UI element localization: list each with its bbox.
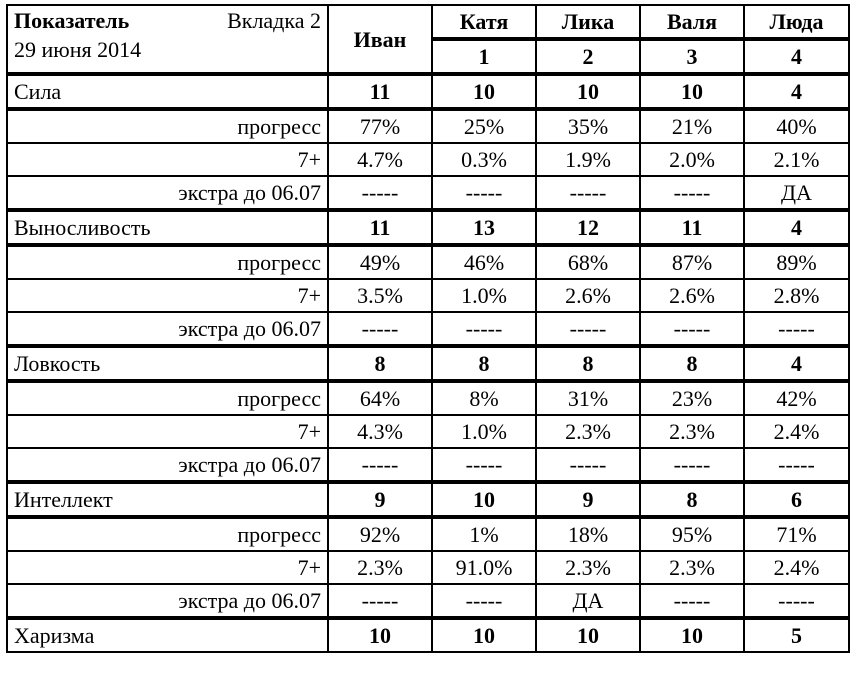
section-row — [7, 74, 849, 109]
section-row — [7, 210, 849, 245]
seven-plus-value: 1.0% — [432, 279, 536, 312]
section-value: 8 — [640, 346, 744, 381]
seven-plus-value: 1.0% — [432, 415, 536, 448]
column-number-katya: 1 — [432, 39, 536, 74]
seven-plus-value: 2.3% — [536, 415, 640, 448]
extra-row — [7, 176, 849, 210]
progress-value: 46% — [432, 245, 536, 279]
seven-plus-value: 1.9% — [536, 143, 640, 176]
progress-row — [7, 381, 849, 415]
seven-plus-value: 2.0% — [640, 143, 744, 176]
section-value: 11 — [328, 210, 432, 245]
extra-value: ----- — [640, 312, 744, 346]
progress-row — [7, 245, 849, 279]
section-row — [7, 346, 849, 381]
stats-table-body — [7, 5, 849, 652]
progress-value: 49% — [328, 245, 432, 279]
extra-value: ----- — [328, 312, 432, 346]
section-value: 12 — [536, 210, 640, 245]
extra-row — [7, 312, 849, 346]
progress-row — [7, 109, 849, 143]
seven-plus-value: 2.8% — [744, 279, 849, 312]
column-header-lika: Лика — [536, 5, 640, 39]
seven-plus-row — [7, 551, 849, 584]
section-value: 10 — [640, 618, 744, 652]
seven-plus-row — [7, 279, 849, 312]
progress-value: 64% — [328, 381, 432, 415]
progress-value: 71% — [744, 517, 849, 551]
extra-value: ----- — [432, 448, 536, 482]
section-row — [7, 482, 849, 517]
header-date: 29 июня 2014 — [14, 37, 142, 62]
section-value: 5 — [744, 618, 849, 652]
section-name: Ловкость — [7, 346, 328, 381]
extra-value: ----- — [328, 584, 432, 618]
seven-plus-value: 2.4% — [744, 551, 849, 584]
progress-value: 89% — [744, 245, 849, 279]
seven-plus-value: 2.6% — [640, 279, 744, 312]
section-value: 8 — [640, 482, 744, 517]
progress-value: 68% — [536, 245, 640, 279]
extra-label: экстра до 06.07 — [7, 448, 328, 482]
section-name: Сила — [7, 74, 328, 109]
seven-plus-value: 4.3% — [328, 415, 432, 448]
extra-value: ДА — [536, 584, 640, 618]
progress-value: 92% — [328, 517, 432, 551]
seven-plus-value: 4.7% — [328, 143, 432, 176]
extra-value: ----- — [432, 312, 536, 346]
progress-label: прогресс — [7, 245, 328, 279]
extra-value: ----- — [328, 448, 432, 482]
progress-label: прогресс — [7, 109, 328, 143]
extra-value: ----- — [536, 176, 640, 210]
progress-value: 87% — [640, 245, 744, 279]
section-value: 6 — [744, 482, 849, 517]
stats-table — [6, 4, 850, 653]
progress-value: 1% — [432, 517, 536, 551]
progress-value: 18% — [536, 517, 640, 551]
seven-plus-row — [7, 143, 849, 176]
seven-plus-value: 2.1% — [744, 143, 849, 176]
section-value: 10 — [328, 618, 432, 652]
section-value: 11 — [328, 74, 432, 109]
seven-plus-value: 0.3% — [432, 143, 536, 176]
progress-label: прогресс — [7, 381, 328, 415]
progress-value: 25% — [432, 109, 536, 143]
column-number-valya: 3 — [640, 39, 744, 74]
section-value: 10 — [640, 74, 744, 109]
extra-value: ----- — [744, 584, 849, 618]
section-value: 8 — [328, 346, 432, 381]
progress-value: 8% — [432, 381, 536, 415]
header-corner — [7, 5, 328, 74]
seven-plus-label: 7+ — [7, 551, 328, 584]
extra-value: ----- — [432, 584, 536, 618]
extra-label: экстра до 06.07 — [7, 312, 328, 346]
column-number-lyuda: 4 — [744, 39, 849, 74]
section-row-last — [7, 618, 849, 652]
progress-row — [7, 517, 849, 551]
header-tab: Вкладка 2 — [227, 8, 321, 33]
section-value: 8 — [536, 346, 640, 381]
extra-label: экстра до 06.07 — [7, 584, 328, 618]
seven-plus-label: 7+ — [7, 279, 328, 312]
section-name: Интеллект — [7, 482, 328, 517]
seven-plus-value: 2.4% — [744, 415, 849, 448]
column-number-lika: 2 — [536, 39, 640, 74]
progress-value: 42% — [744, 381, 849, 415]
progress-value: 40% — [744, 109, 849, 143]
extra-value: ----- — [744, 312, 849, 346]
section-value: 10 — [432, 482, 536, 517]
section-name: Харизма — [7, 618, 328, 652]
extra-value: ДА — [744, 176, 849, 210]
extra-value: ----- — [432, 176, 536, 210]
progress-value: 95% — [640, 517, 744, 551]
progress-value: 77% — [328, 109, 432, 143]
seven-plus-row — [7, 415, 849, 448]
progress-label: прогресс — [7, 517, 328, 551]
progress-value: 21% — [640, 109, 744, 143]
seven-plus-value: 2.6% — [536, 279, 640, 312]
column-header-lyuda: Люда — [744, 5, 849, 39]
column-header-valya: Валя — [640, 5, 744, 39]
section-value: 4 — [744, 210, 849, 245]
seven-plus-value: 2.3% — [640, 415, 744, 448]
extra-label: экстра до 06.07 — [7, 176, 328, 210]
section-value: 8 — [432, 346, 536, 381]
extra-row — [7, 584, 849, 618]
seven-plus-value: 2.3% — [536, 551, 640, 584]
extra-value: ----- — [744, 448, 849, 482]
section-value: 10 — [536, 74, 640, 109]
section-value: 4 — [744, 346, 849, 381]
header-row-names — [7, 5, 849, 39]
column-header-ivan: Иван — [328, 5, 432, 74]
seven-plus-value: 2.3% — [328, 551, 432, 584]
seven-plus-label: 7+ — [7, 143, 328, 176]
section-value: 9 — [328, 482, 432, 517]
section-value: 4 — [744, 74, 849, 109]
column-header-katya: Катя — [432, 5, 536, 39]
extra-value: ----- — [536, 448, 640, 482]
extra-value: ----- — [328, 176, 432, 210]
seven-plus-value: 91.0% — [432, 551, 536, 584]
section-name: Выносливость — [7, 210, 328, 245]
section-value: 10 — [432, 618, 536, 652]
section-value: 10 — [432, 74, 536, 109]
extra-value: ----- — [640, 176, 744, 210]
progress-value: 23% — [640, 381, 744, 415]
extra-row — [7, 448, 849, 482]
extra-value: ----- — [536, 312, 640, 346]
section-value: 9 — [536, 482, 640, 517]
section-value: 10 — [536, 618, 640, 652]
progress-value: 35% — [536, 109, 640, 143]
seven-plus-value: 3.5% — [328, 279, 432, 312]
extra-value: ----- — [640, 584, 744, 618]
section-value: 11 — [640, 210, 744, 245]
progress-value: 31% — [536, 381, 640, 415]
seven-plus-value: 2.3% — [640, 551, 744, 584]
extra-value: ----- — [640, 448, 744, 482]
seven-plus-label: 7+ — [7, 415, 328, 448]
header-title: Показатель — [14, 8, 130, 33]
section-value: 13 — [432, 210, 536, 245]
